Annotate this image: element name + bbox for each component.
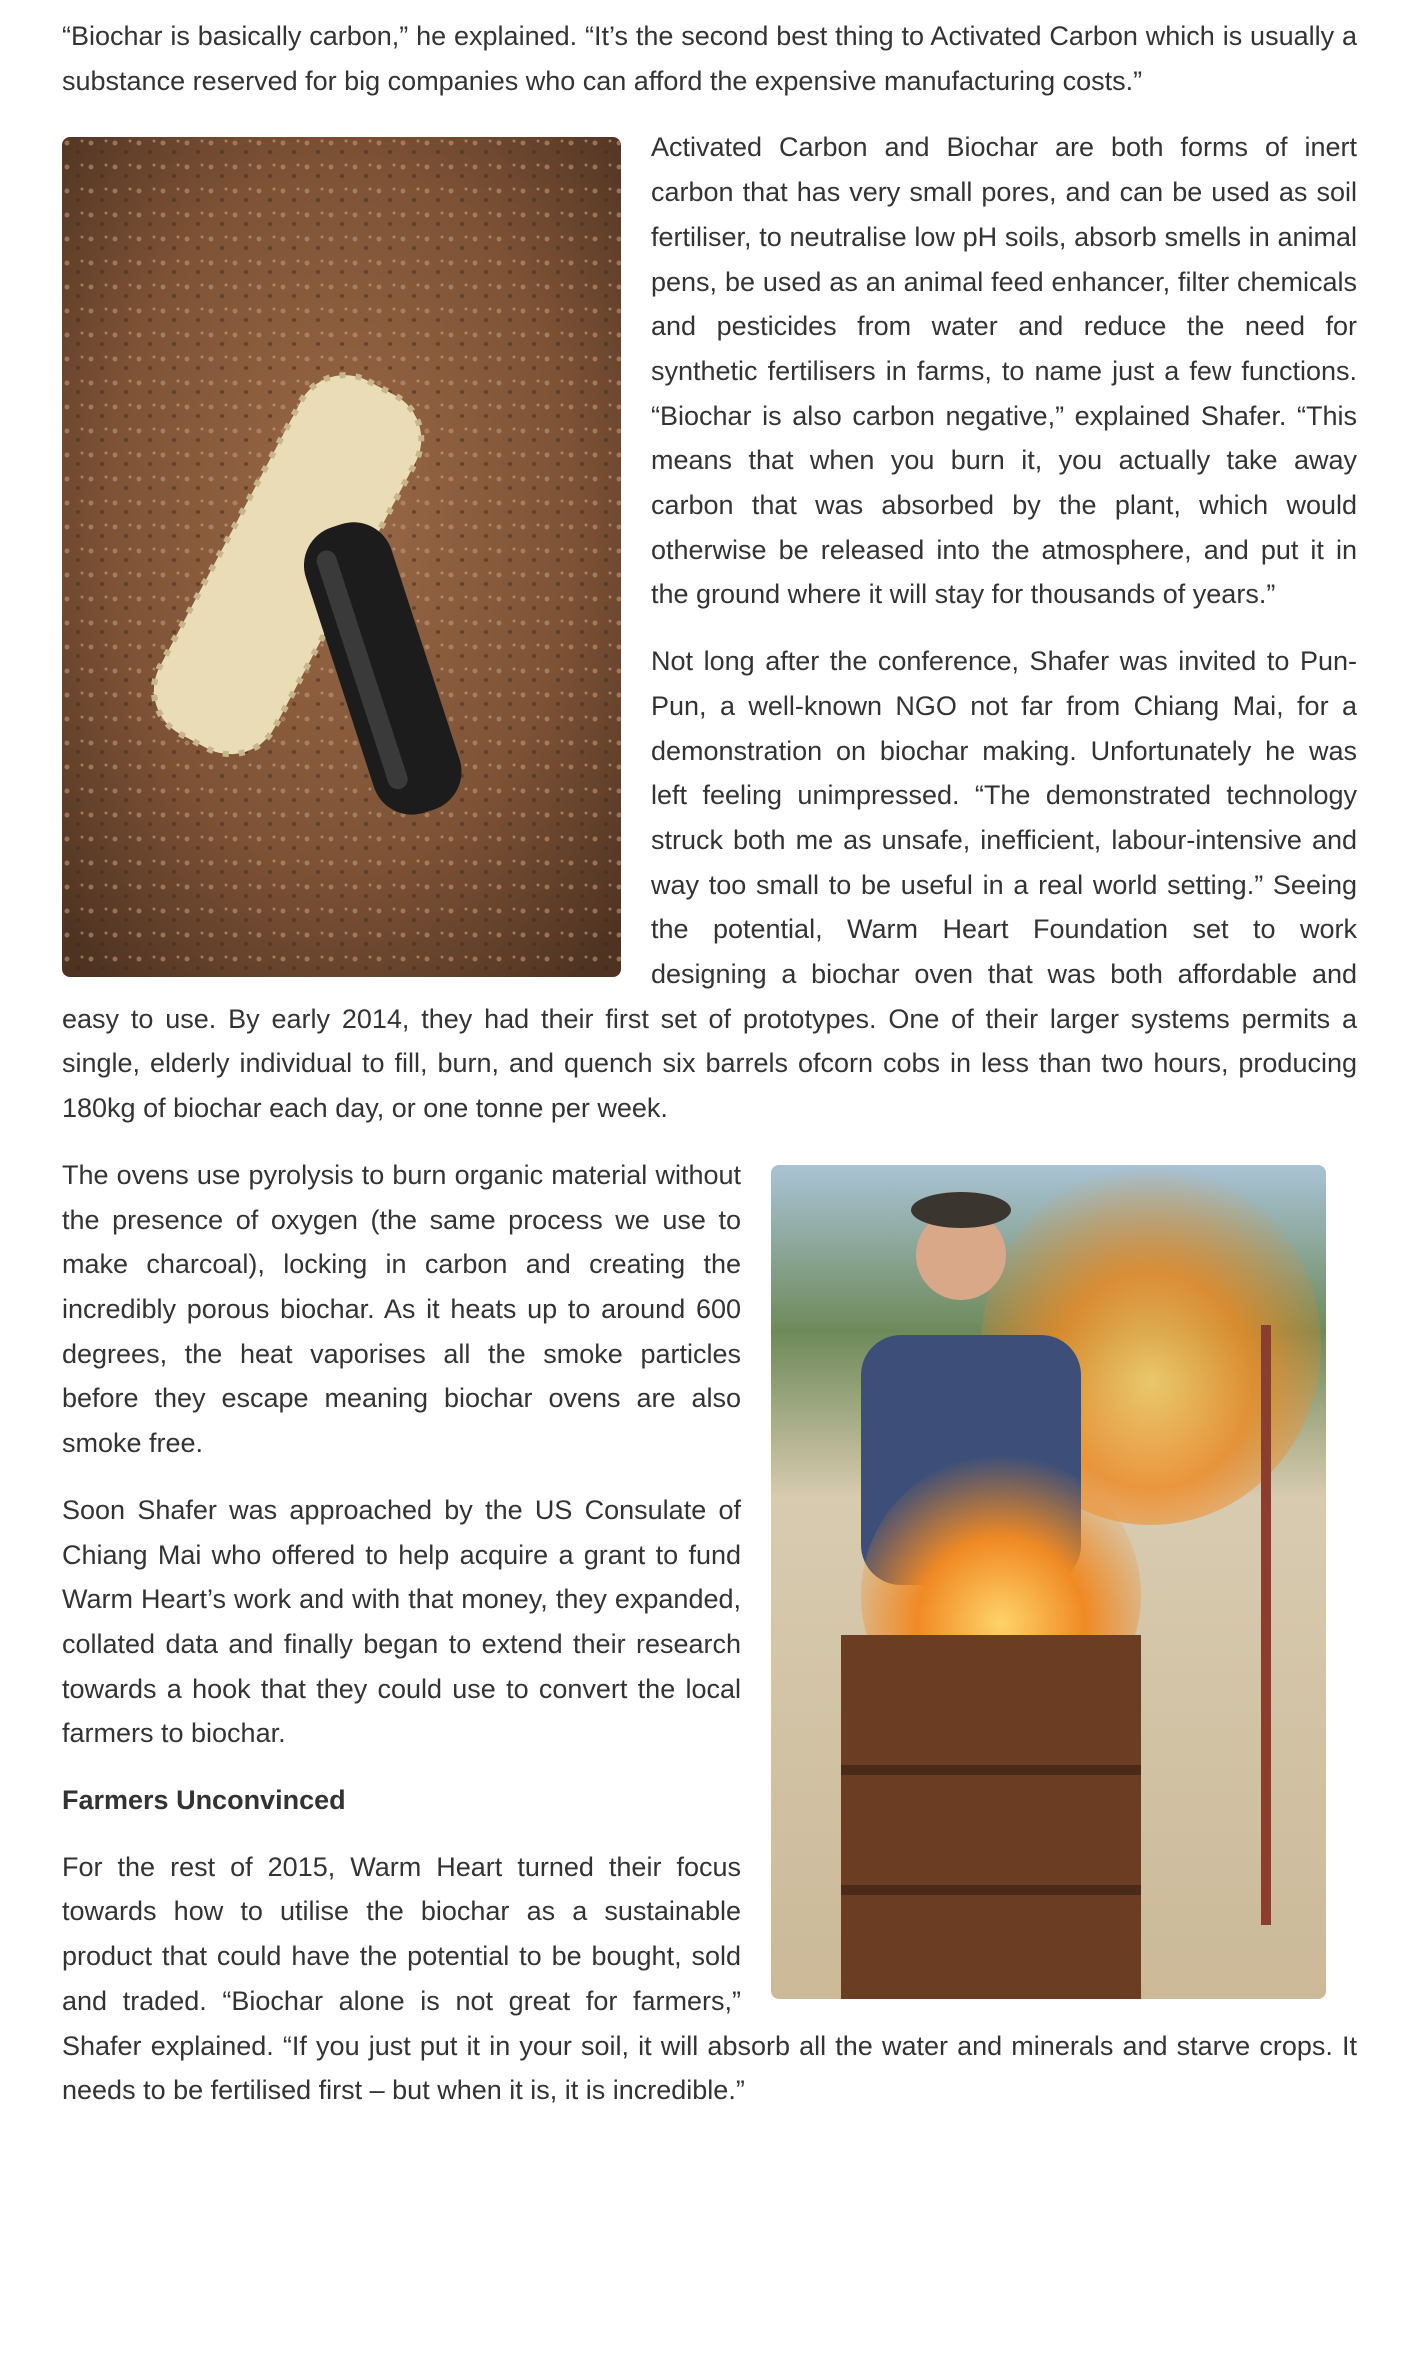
paragraph: Not long after the conference, Shafer was invited to Pun-Pun, a well-known NGO not far from Chiang Mai, for a demonstration on biochar making. Unfortunately he was left feeling unimpressed. “The demonstrated technology struck both me as unsafe, inefficient, labour-intensive and way too small to be useful in a real world setting.” Seeing the potential, Warm Heart Foundation set to work designing a biochar oven that was both affordable and easy to use. By early 2014, they had their first set of prototypes. One of their larger systems permits a single, elderly individual to fill, burn, and quench six barrels ofcorn cobs in less than two hours, producing 180kg of biochar each day, or one tonne per week. [62, 646, 1357, 1124]
photo-man-burning-barrel [771, 1165, 1326, 1999]
subheading: Farmers Unconvinced [62, 1785, 346, 1816]
photo-corn-cob-and-biochar [62, 137, 621, 977]
paragraph: “Biochar is basically carbon,” he explained. “It’s the second best thing to Activated Carbon which is usually a substance reserved for big companies who can afford the expensive manufacturing costs.” [62, 21, 1357, 96]
paragraph: Soon Shafer was approached by the US Consulate of Chiang Mai who offered to help acquire a grant to fund Warm Heart’s work and with that money, they expanded, collated data and finally began to extend their research towards a hook that they could use to convert the local farmers to biochar. [62, 1494, 741, 1749]
article-body [62, 14, 1357, 2135]
paragraph: For the rest of 2015, Warm Heart turned their focus towards how to utilise the biochar as a sustainable product that could have the potential to be bought, sold and traded. “Biochar alone is not great for farmers,” Shafer explained. “If you just put it in your soil, it will absorb all the water and minerals and starve crops. It needs to be fertilised first – but when it is, it is incredible.” [62, 1851, 1357, 2106]
paragraph: Activated Carbon and Biochar are both forms of inert carbon that has very small pores, and can be used as soil fertiliser, to neutralise low pH soils, absorb smells in animal pens, be used as an animal feed enhancer, filter chemicals and pesticides from water and reduce the need for synthetic fertilisers in farms, to name just a few functions. “Biochar is also carbon negative,” explained Shafer. “This means that when you burn it, you actually take away carbon that was absorbed by the plant, which would otherwise be released into the atmosphere, and put it in the ground where it will stay for thousands of years.” [651, 132, 1357, 610]
paragraph: The ovens use pyrolysis to burn organic material without the presence of oxygen (the same process we use to make charcoal), locking in carbon and creating the incredibly porous biochar. As it heats up to around 600 degrees, the heat vaporises all the smoke particles before they escape meaning biochar ovens are also smoke free. [62, 1159, 741, 1459]
